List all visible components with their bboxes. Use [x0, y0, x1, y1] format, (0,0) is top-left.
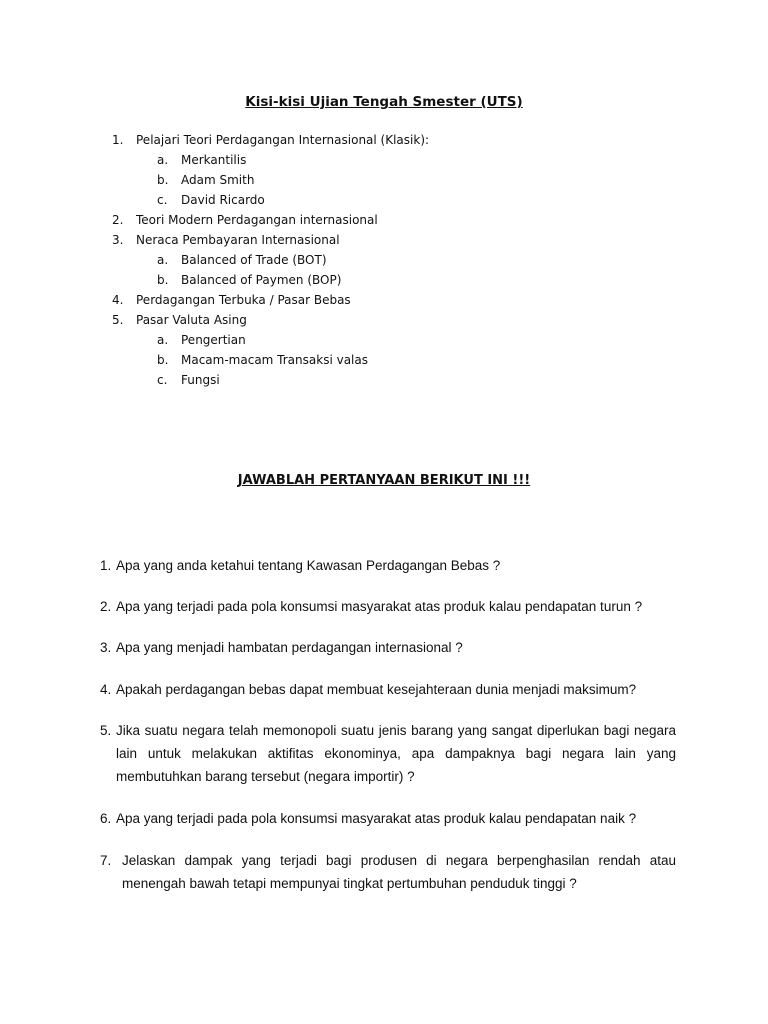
- outline-subitem: [0, 250, 768, 270]
- outline-item-text: Pasar Valuta Asing: [136, 313, 247, 327]
- outline-subitem: [0, 370, 768, 390]
- question-item: [100, 595, 676, 618]
- question-number: 5.: [100, 723, 112, 738]
- question-number: 2.: [100, 599, 112, 614]
- outline-item-text: Perdagangan Terbuka / Pasar Bebas: [136, 293, 351, 307]
- question-number: 3.: [100, 640, 112, 655]
- outline-subitem-text: Pengertian: [181, 333, 246, 347]
- outline-subitem-text: Merkantilis: [181, 153, 247, 167]
- question-item: [100, 719, 676, 788]
- outline-subitem-letter: b.: [157, 273, 169, 287]
- outline-item-number: 2.: [112, 213, 124, 227]
- exam-outline-list: [0, 130, 768, 390]
- outline-subitem-letter: a.: [157, 333, 169, 347]
- question-text: [116, 719, 676, 788]
- question-text: Apa yang terjadi pada pola konsumsi masyarakat atas produk kalau pendapatan turun ?: [116, 599, 643, 614]
- document-title: Kisi-kisi Ujian Tengah Smester (UTS): [245, 94, 523, 110]
- outline-subitem-letter: a.: [157, 153, 169, 167]
- outline-subitem: [0, 330, 768, 350]
- outline-item: [0, 210, 768, 230]
- outline-subitem-text: David Ricardo: [181, 193, 265, 207]
- outline-item-number: 3.: [112, 233, 124, 247]
- outline-subitem-text: Balanced of Trade (BOT): [181, 253, 327, 267]
- outline-item: [0, 230, 768, 250]
- question-text: Apa yang menjadi hambatan perdagangan internasional ?: [116, 640, 463, 655]
- outline-subitem-text: Adam Smith: [181, 173, 255, 187]
- question-number: 7.: [100, 853, 112, 868]
- question-text: Apa yang anda ketahui tentang Kawasan Perdagangan Bebas ?: [116, 558, 501, 573]
- question-item: [100, 849, 676, 895]
- outline-item: [0, 290, 768, 310]
- outline-item-number: 4.: [112, 293, 124, 307]
- question-item: [100, 807, 676, 830]
- outline-item-text: Teori Modern Perdagangan internasional: [136, 213, 378, 227]
- question-number: 4.: [100, 682, 112, 697]
- outline-item: [0, 130, 768, 150]
- outline-subitem: [0, 350, 768, 370]
- outline-subitem: [0, 270, 768, 290]
- outline-subitem-text: Balanced of Paymen (BOP): [181, 273, 342, 287]
- question-text: Apakah perdagangan bebas dapat membuat kesejahteraan dunia menjadi maksimum?: [116, 682, 637, 697]
- question-item: [100, 678, 676, 701]
- outline-item: [0, 310, 768, 330]
- outline-subitem-letter: b.: [157, 173, 169, 187]
- question-text: Apa yang terjadi pada pola konsumsi masyarakat atas produk kalau pendapatan naik ?: [116, 811, 637, 826]
- question-number: 6.: [100, 811, 112, 826]
- outline-item-number: 5.: [112, 313, 124, 327]
- question-number: 1.: [100, 558, 112, 573]
- question-item: [100, 554, 676, 577]
- outline-item-number: 1.: [112, 133, 124, 147]
- outline-item-text: Pelajari Teori Perdagangan Internasional (Klasik):: [136, 133, 430, 147]
- outline-subitem: [0, 170, 768, 190]
- outline-subitem-letter: a.: [157, 253, 169, 267]
- question-item: [100, 636, 676, 659]
- outline-item-text: Neraca Pembayaran Internasional: [136, 233, 340, 247]
- outline-subitem-text: Macam-macam Transaksi valas: [181, 353, 368, 367]
- outline-subitem-letter: b.: [157, 353, 169, 367]
- question-text: Jelaskan dampak yang terjadi bagi produsen di negara berpenghasilan rendah atau menengah bawah tetapi mempunyai tingkat pertumbuhan penduduk tinggi ?: [122, 853, 676, 891]
- outline-subitem: [0, 190, 768, 210]
- question-text-content: Jika suatu negara telah memonopoli suatu jenis barang yang sangat diperlukan bagi negara lain untuk melakukan aktifitas ekonominya, apa dampaknya bagi negara lain yang membutuhkan barang tersebut (negara importir) ?: [116, 723, 676, 784]
- outline-subitem-text: Fungsi: [181, 373, 220, 387]
- questions-heading: JAWABLAH PERTANYAAN BERIKUT INI !!!: [237, 473, 531, 488]
- outline-subitem-letter: c.: [157, 373, 168, 387]
- outline-subitem-letter: c.: [157, 193, 168, 207]
- outline-subitem: [0, 150, 768, 170]
